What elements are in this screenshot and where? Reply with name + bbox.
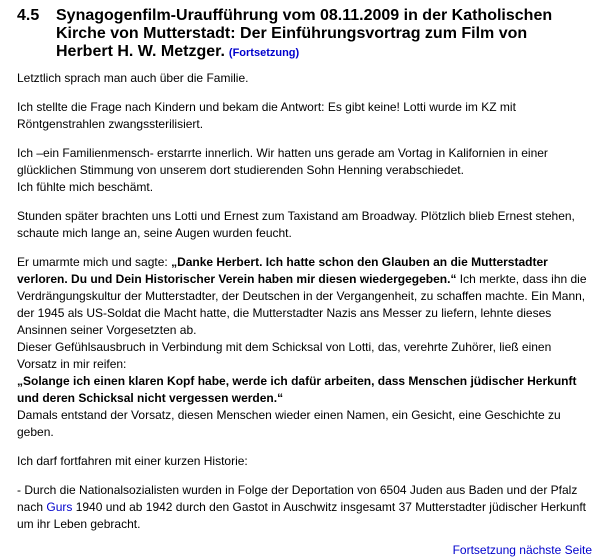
paragraph-taxi: Stunden später brachten uns Lotti und Ernest zum Taxistand am Broadway. Plötzlich blieb Ernest stehen, schaute mich lange an, seine Augen wurden feucht. [17,209,575,240]
paragraph-resolve: Dieser Gefühlsausbruch in Verbindung mit dem Schicksal von Lotti, das, verehrte Zuhörer, ließ einen Vorsatz in mir reifen: [17,340,552,371]
paragraph-ashamed: Ich fühlte mich beschämt. [17,180,154,194]
gurs-link[interactable]: Gurs [46,500,73,514]
next-page-link[interactable]: Fortsetzung nächste Seite [452,543,592,557]
deportation-text-b: 1940 und ab 1942 durch den Gastot in Auschwitz insgesamt 37 Mutterstadter jüdischer Herkunft um ihr Leben gebracht. [17,500,587,531]
paragraph-embrace [17,254,587,339]
resolve-quote: „Solange ich einen klaren Kopf habe, werde ich dafür arbeiten, dass Menschen jüdischer Herkunft und deren Schicksal nicht vergessen werden.“ [17,374,577,405]
section-heading [17,7,587,62]
embrace-intro: Er umarmte mich und sagte: [17,255,172,269]
deportation-text-a: - Durch die Nationalsozialisten wurden in Folge der Deportation von 6504 Juden aus Baden und der Pfalz nach [17,483,578,514]
section-number: 4.5 [17,7,40,24]
paragraph-deportation [17,482,587,533]
embrace-rest: Ich merkte, dass ihn die Verdrängungskultur der Mutterstadter, der Deutschen in der Vergangenheit, zu schaffen machte. Ein Mann, der 1945 als US-Soldat die Macht hatte, die Mutterstadter Nazis ans Messer zu liefern, lehnte dieses Ansinnen seiner Vorgesetzten ab. [17,272,587,337]
section-title: Synagogenfilm-Uraufführung vom 08.11.2009 in der Katholischen Kirche von Mutterstadt: Der Einführungsvortrag zum Film von Herbert H. W. Metzger. [56,7,553,60]
article-body [17,70,587,545]
continuation-link[interactable]: (Fortsetzung) [228,47,300,59]
paragraph-shock: Ich –ein Familienmensch- erstarrte innerlich. Wir hatten uns gerade am Vortag in Kalifornien in einer glücklichen Stimmung von unserem dort studierenden Sohn Henning verabschiedet. [17,146,548,177]
section-title-block [56,7,587,62]
paragraph-history-intro: Ich darf fortfahren mit einer kurzen Historie: [17,454,248,468]
ernest-quote: „Danke Herbert. Ich hatte schon den Glauben an die Mutterstadter verloren. Du und Dein Historischer Verein haben mir diesen wiedergegeben.“ [17,255,548,286]
paragraph-family: Letztlich sprach man auch über die Familie. [17,71,249,85]
paragraph-children: Ich stellte die Frage nach Kindern und bekam die Antwort: Es gibt keine! Lotti wurde im KZ mit Röntgenstrahlen zwangssterilisiert. [17,100,516,131]
paragraph-resolve-quote [17,373,587,407]
paragraph-resolution: Damals entstand der Vorsatz, diesen Menschen wieder einen Namen, ein Gesicht, eine Geschichte zu geben. [17,408,561,439]
